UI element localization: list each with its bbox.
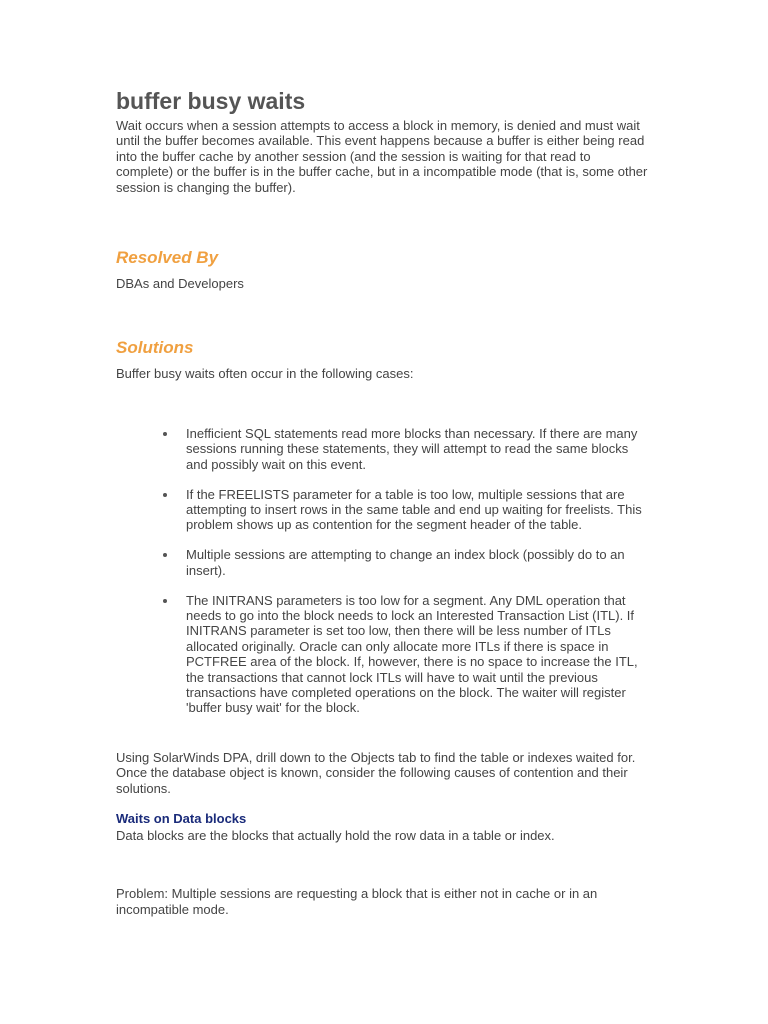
list-item-text: The INITRANS parameters is too low for a segment. Any DML operation that needs to go into the block needs to lock an Interested Transaction List (ITL). If INITRANS parameter is set too low, then there will be less number of ITLs allocated originally. Oracle can only allocate more ITLs if there is space in PCTFREE area of the block. If, however, there is no space to increase the ITL, the transactions that cannot lock ITLs will have to wait until the previous transactions have completed operations on the block. The waiter will register 'buffer busy wait' for the block.: [186, 592, 638, 716]
list-item: [116, 547, 651, 578]
bullet-icon: [163, 493, 167, 497]
data-blocks-text: Data blocks are the blocks that actually hold the row data in a table or index.: [116, 828, 555, 844]
problem-text: Problem: Multiple sessions are requesting a block that is either not in cache or in an incompatible mode.: [116, 886, 598, 917]
list-item: [116, 593, 651, 716]
list-item-text: If the FREELISTS parameter for a table is too low, multiple sessions that are attempting to insert rows in the same table and end up waiting for freelists. This problem shows up as contention for the segment header of the table.: [186, 486, 642, 533]
list-item: [116, 426, 651, 472]
list-item-text: Multiple sessions are attempting to change an index block (possibly do to an insert).: [186, 547, 625, 578]
page-title: buffer busy waits: [116, 88, 306, 114]
solutions-heading: Solutions: [116, 338, 194, 358]
causes-list: [116, 426, 651, 716]
bullet-icon: [163, 599, 167, 603]
resolved-by-text: DBAs and Developers: [116, 276, 244, 292]
intro-paragraph: Wait occurs when a session attempts to access a block in memory, is denied and must wait until the buffer becomes available. This event happens because a buffer is either being read into the buffer cache by another session (and the session is waiting for that read to complete) or the buffer is in the buffer cache, but in a incompatible mode (that is, some other session is changing the buffer).: [116, 118, 648, 195]
solutions-intro: Buffer busy waits often occur in the following cases:: [116, 366, 414, 382]
list-item-text: Inefficient SQL statements read more blocks than necessary. If there are many sessions running these statements, they will attempt to read the same blocks and possibly wait on this event.: [186, 425, 638, 472]
bullet-icon: [163, 432, 167, 436]
bullet-icon: [163, 553, 167, 557]
document-content: [116, 84, 651, 917]
dpa-paragraph: Using SolarWinds DPA, drill down to the Objects tab to find the table or indexes waited for. Once the database object is known, consider the following causes of contention and their solutions.: [116, 749, 636, 796]
list-item: [116, 487, 651, 533]
resolved-by-heading: Resolved By: [116, 248, 219, 268]
data-blocks-heading: Waits on Data blocks: [116, 811, 247, 827]
